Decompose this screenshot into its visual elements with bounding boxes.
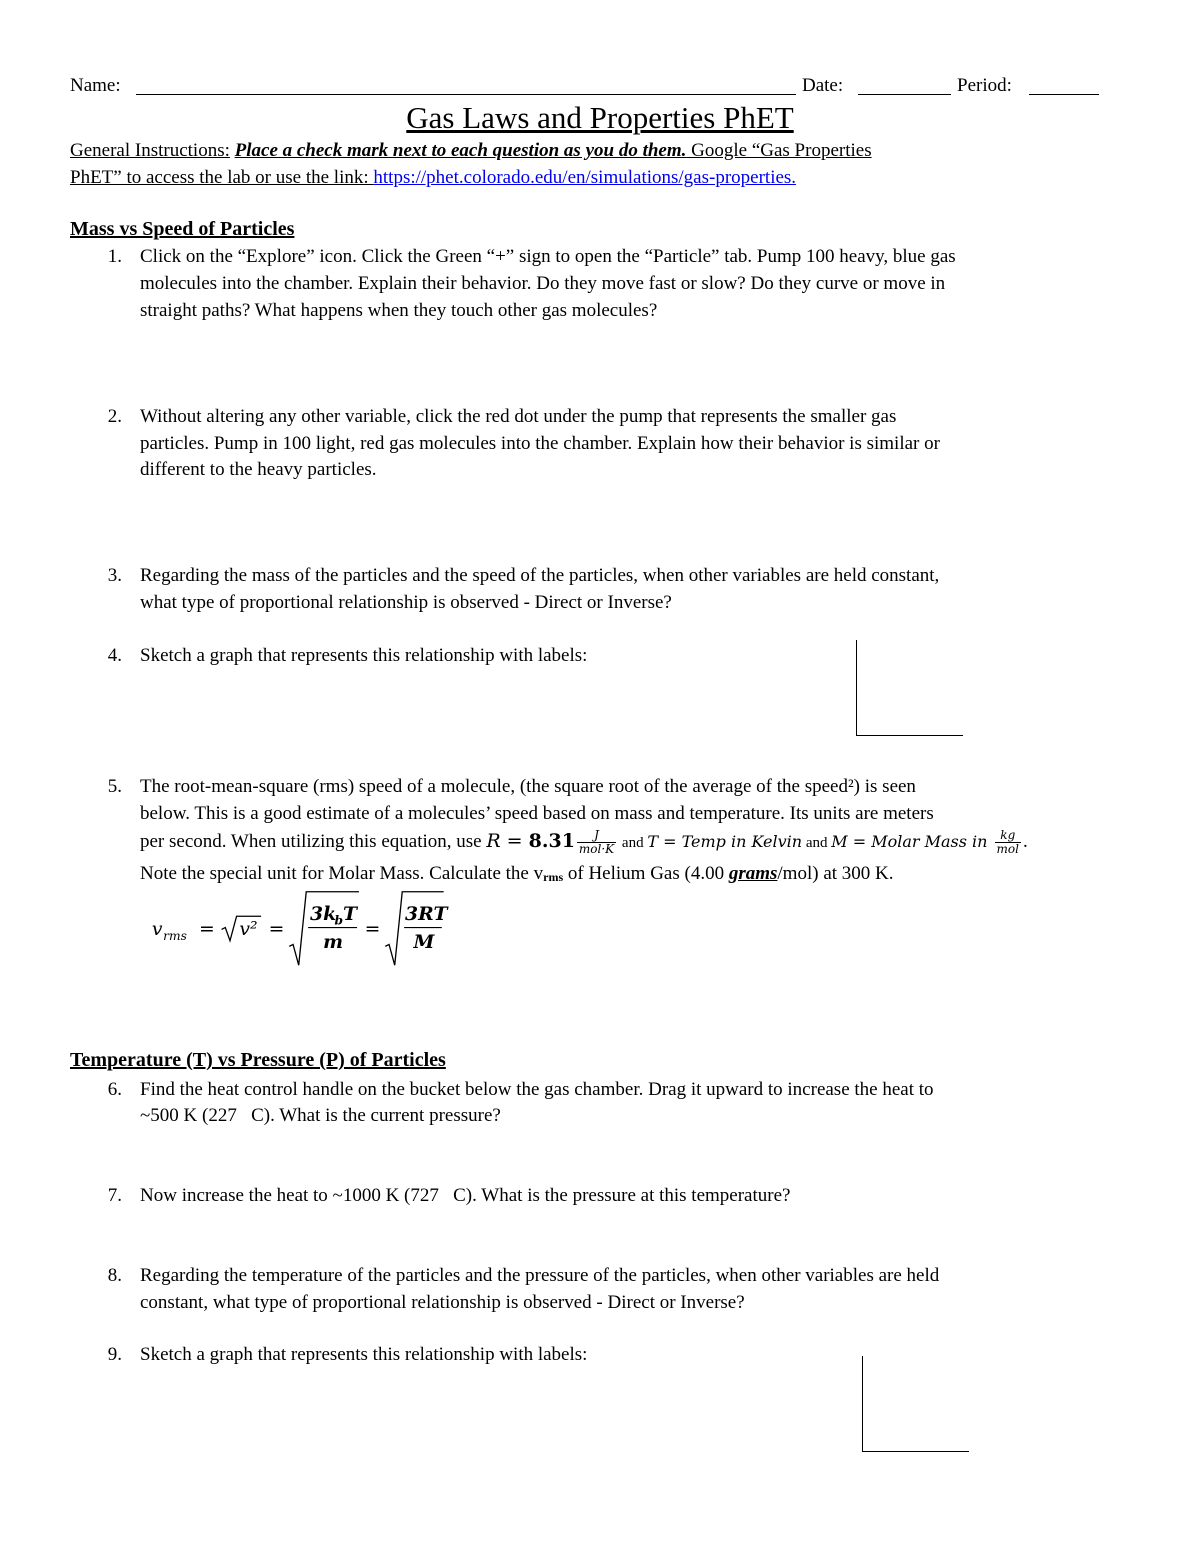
question-8-line-1: Regarding the temperature of the particles and the pressure of the particles, when other variables are held xyxy=(140,1265,940,1286)
q5-line3-text: per second. When utilizing this equation, use xyxy=(140,831,487,852)
date-label: Date: xyxy=(802,75,844,96)
and-text-1: and xyxy=(618,835,648,851)
m-unit-numerator: kg xyxy=(995,829,1021,843)
question-2-line-1: Without altering any other variable, click the red dot under the pump that represents the smaller gas xyxy=(140,406,897,427)
question-number: 5. xyxy=(107,776,122,797)
formula-numerator-1-t: T xyxy=(342,903,357,925)
question-5-line-1: The root-mean-square (rms) speed of a molecule, (the square root of the average of the speed²) is seen xyxy=(140,776,916,797)
question-3-line-2: what type of proportional relationship is observed - Direct or Inverse? xyxy=(140,592,672,613)
formula-equals-2: = xyxy=(268,919,285,941)
q5-line3-end: . xyxy=(1023,831,1028,852)
period-label: Period: xyxy=(957,75,1012,96)
question-9-line-1: Sketch a graph that represents this relationship with labels: xyxy=(140,1344,588,1365)
page-title: Gas Laws and Properties PhET xyxy=(406,100,794,135)
question-number: 7. xyxy=(107,1185,122,1206)
rms-formula xyxy=(140,888,480,968)
q5-line4-mid: of Helium Gas (4.00 xyxy=(563,863,729,884)
question-6-line-2: ~500 K (227 C). What is the current pressure? xyxy=(140,1105,501,1126)
question-1-line-1: Click on the “Explore” icon. Click the Green “+” sign to open the “Particle” tab. Pump 100 heavy, blue gas xyxy=(140,246,956,267)
question-number: 8. xyxy=(107,1265,122,1286)
section-heading-temp-pressure: Temperature (T) vs Pressure (P) of Particles xyxy=(70,1049,446,1071)
question-6-line-1: Find the heat control handle on the bucket below the gas chamber. Drag it upward to increase the heat to xyxy=(140,1079,934,1100)
instructions-line-2 xyxy=(70,164,796,191)
formula-rms-sub: rms xyxy=(163,928,187,943)
instructions-rest: Google “Gas Properties xyxy=(686,140,872,161)
question-4-line-1: Sketch a graph that represents this relationship with labels: xyxy=(140,645,588,666)
formula-kb-sub: b xyxy=(334,913,344,928)
r-unit-fraction xyxy=(577,829,616,856)
question-1-line-3: straight paths? What happens when they touch other gas molecules? xyxy=(140,300,658,321)
question-5-line-2: below. This is a good estimate of a molecules’ speed based on mass and temperature. Its units are meters xyxy=(140,803,934,824)
question-number: 3. xyxy=(107,565,122,586)
instructions-emphasis: Place a check mark next to each question as you do them. xyxy=(234,140,687,161)
m-equals: M = Molar Mass in xyxy=(831,832,993,851)
formula-v-squared: v² xyxy=(239,919,258,941)
q5-line4-text: Note the special unit for Molar Mass. Calculate the v xyxy=(140,863,544,884)
question-5-line-4 xyxy=(140,860,894,891)
grams-unit: grams xyxy=(728,863,778,884)
question-7-line-1: Now increase the heat to ~1000 K (727 C). What is the pressure at this temperature? xyxy=(140,1185,791,1206)
question-2-line-3: different to the heavy particles. xyxy=(140,459,377,480)
question-3-line-1: Regarding the mass of the particles and the speed of the particles, when other variables are held constant, xyxy=(140,565,940,586)
formula-equals-1: = xyxy=(198,919,215,941)
m-unit-denominator: mol xyxy=(996,842,1019,857)
question-8-line-2: constant, what type of proportional relationship is observed - Direct or Inverse? xyxy=(140,1292,745,1313)
instructions-lead: General Instructions: xyxy=(70,140,230,161)
question-5-line-3 xyxy=(140,828,1028,857)
name-blank xyxy=(136,94,796,95)
formula-equals-3: = xyxy=(364,919,381,941)
question-number: 9. xyxy=(107,1344,122,1365)
name-label: Name: xyxy=(70,75,121,96)
phet-link[interactable]: https://phet.colorado.edu/en/simulations/gas-properties. xyxy=(373,167,797,188)
formula-denominator-1: m xyxy=(323,931,344,954)
formula-v: v xyxy=(151,919,163,941)
formula-numerator-1: 3k xyxy=(310,903,337,925)
question-number: 4. xyxy=(107,645,122,666)
t-equals: T = Temp in Kelvin xyxy=(647,832,803,851)
graph-sketch-axes-1[interactable] xyxy=(856,640,963,736)
question-number: 1. xyxy=(107,246,122,267)
r-equals: R = xyxy=(486,830,529,852)
section-heading-mass-speed: Mass vs Speed of Particles xyxy=(70,218,295,240)
r-unit-denominator: mol·K xyxy=(578,842,615,857)
graph-sketch-axes-2[interactable] xyxy=(862,1356,969,1452)
formula-denominator-2: M xyxy=(413,931,435,954)
r-value: 8.31 xyxy=(528,830,575,852)
formula-numerator-2: 3RT xyxy=(405,903,448,925)
question-2-line-2: particles. Pump in 100 light, red gas molecules into the chamber. Explain how their behavior is similar or xyxy=(140,433,940,454)
q5-line4-end: /mol) at 300 K. xyxy=(777,863,894,884)
date-blank xyxy=(858,94,951,95)
question-number: 6. xyxy=(107,1079,122,1100)
instructions-line-1 xyxy=(70,137,872,164)
period-blank xyxy=(1029,94,1099,95)
and-text-2: and xyxy=(802,835,832,851)
r-unit-numerator: J xyxy=(577,829,616,843)
question-number: 2. xyxy=(107,406,122,427)
instructions-line2-text: PhET” to access the lab or use the link: xyxy=(70,167,374,188)
m-unit-fraction xyxy=(995,829,1021,856)
rms-subscript: rms xyxy=(543,870,564,884)
question-1-line-2: molecules into the chamber. Explain their behavior. Do they move fast or slow? Do they curve or move in xyxy=(140,273,946,294)
